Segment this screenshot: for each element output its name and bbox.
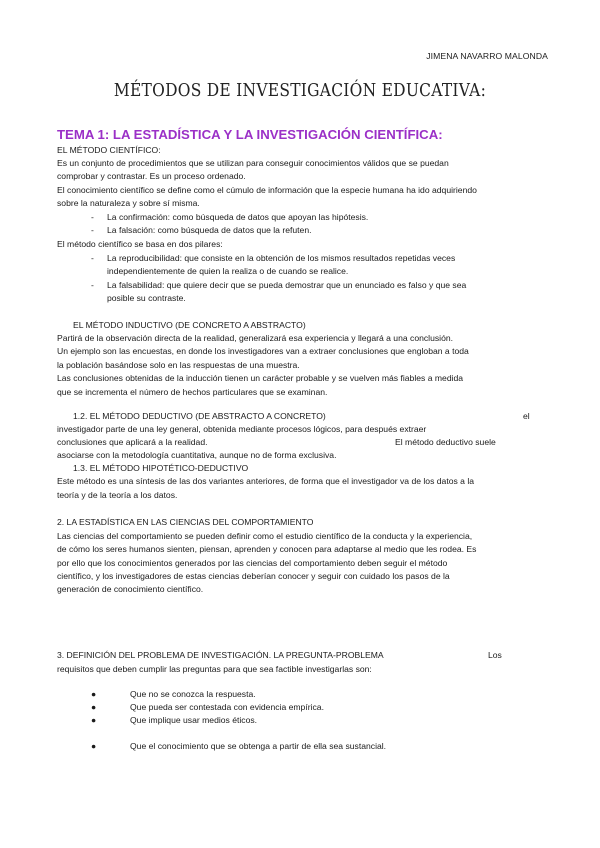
paragraph-line: conclusiones que aplicará a la realidad. xyxy=(57,437,208,447)
list-item-continuation: posible su contraste. xyxy=(107,293,186,303)
tema-heading: TEMA 1: LA ESTADÍSTICA Y LA INVESTIGACIÓN CIENTÍFICA: xyxy=(57,127,443,142)
problema-heading: 3. DEFINICIÓN DEL PROBLEMA DE INVESTIGACIÓN. LA PREGUNTA-PROBLEMA xyxy=(57,650,384,660)
paragraph-line: El método científico se basa en dos pilares: xyxy=(57,239,223,249)
list-item: La falsación: como búsqueda de datos que la refuten. xyxy=(107,225,312,235)
list-item: La reproducibilidad: que consiste en la obtención de los mismos resultados repetidas veces xyxy=(107,253,456,263)
list-item: La falsabilidad: que quiere decir que se pueda demostrar que un enunciado es falso y que sea xyxy=(107,280,467,290)
bullet-marker: ● xyxy=(91,702,97,712)
estadistica-heading: 2. LA ESTADÍSTICA EN LAS CIENCIAS DEL COMPORTAMIENTO xyxy=(57,517,314,527)
paragraph-line: Es un conjunto de procedimientos que se utilizan para conseguir conocimientos válidos que se puedan xyxy=(57,158,449,168)
paragraph-line: sobre la naturaleza y sobre sí misma. xyxy=(57,198,200,208)
metodo-cientifico-heading: EL MÉTODO CIENTÍFICO: xyxy=(57,145,161,155)
list-item: Que no se conozca la respuesta. xyxy=(130,689,256,699)
paragraph-line: requisitos que deben cumplir las preguntas para que sea factible investigarlas son: xyxy=(57,664,372,674)
paragraph-line: Partirá de la observación directa de la realidad, generalizará esa experiencia y llegará a una conclusión. xyxy=(57,333,454,343)
paragraph-line: que se incrementa el número de hechos particulares que se examinan. xyxy=(57,387,328,397)
document-title: MÉTODOS DE INVESTIGACIÓN EDUCATIVA: xyxy=(113,80,487,101)
paragraph-line: asociarse con la metodología cuantitativa, aunque no de forma exclusiva. xyxy=(57,450,337,460)
list-item: Que el conocimiento que se obtenga a partir de ella sea sustancial. xyxy=(130,741,387,751)
paragraph-line: teoría y de la teoría a los datos. xyxy=(57,490,178,500)
paragraph-line: El método deductivo suele xyxy=(395,437,496,447)
list-item: La confirmación: como búsqueda de datos que apoyan las hipótesis. xyxy=(107,212,369,222)
inductivo-heading: EL MÉTODO INDUCTIVO (DE CONCRETO A ABSTRACTO) xyxy=(73,320,306,330)
paragraph-line: comprobar y contrastar. Es un proceso ordenado. xyxy=(57,171,246,181)
paragraph-line: Las ciencias del comportamiento se pueden definir como el estudio científico de la conducta y la experiencia, xyxy=(57,531,473,541)
paragraph-line: científico, y los investigadores de estas ciencias deberían conocer y seguir con cuidado los pasos de la xyxy=(57,571,450,581)
dash-marker: - xyxy=(91,253,94,263)
list-item-continuation: independientemente de quien la realiza o de cuando se realice. xyxy=(107,266,349,276)
paragraph-line: investigador parte de una ley general, obtenida mediante procesos lógicos, para después extraer xyxy=(57,424,427,434)
paragraph-line: por ello que los conocimientos generados por las ciencias del comportamiento deben seguir el método xyxy=(57,558,448,568)
bullet-marker: ● xyxy=(91,715,97,725)
paragraph-line: la población basándose solo en las respuestas de una muestra. xyxy=(57,360,300,370)
dash-marker: - xyxy=(91,212,94,222)
paragraph-line: de cómo los seres humanos sienten, piensan, aprenden y conocen para adaptarse al medio que les rodea. Es xyxy=(57,544,477,554)
paragraph-line: Las conclusiones obtenidas de la inducción tienen un carácter probable y se vuelven más fiables a medida xyxy=(57,373,464,383)
deductivo-heading-tail: el xyxy=(523,411,530,421)
paragraph-line: El conocimiento científico se define como el cúmulo de información que la especie humana ha ido adquiriendo xyxy=(57,185,477,195)
paragraph-line: Este método es una síntesis de las dos variantes anteriores, de forma que el investigador va de los datos a la xyxy=(57,476,475,486)
list-item: Que pueda ser contestada con evidencia empírica. xyxy=(130,702,324,712)
hipotetico-heading: 1.3. EL MÉTODO HIPOTÉTICO-DEDUCTIVO xyxy=(73,463,249,473)
problema-heading-tail: Los xyxy=(488,650,502,660)
deductivo-heading: 1.2. EL MÉTODO DEDUCTIVO (DE ABSTRACTO A CONCRETO) xyxy=(73,411,326,421)
dash-marker: - xyxy=(91,280,94,290)
bullet-marker: ● xyxy=(91,741,97,751)
list-item: Que implique usar medios éticos. xyxy=(130,715,258,725)
bullet-marker: ● xyxy=(91,689,97,699)
dash-marker: - xyxy=(91,225,94,235)
paragraph-line: generación de conocimiento científico. xyxy=(57,584,204,594)
author-name: JIMENA NAVARRO MALONDA xyxy=(426,51,548,61)
paragraph-line: Un ejemplo son las encuestas, en donde los investigadores van a extraer conclusiones que engloban a toda xyxy=(57,346,469,356)
